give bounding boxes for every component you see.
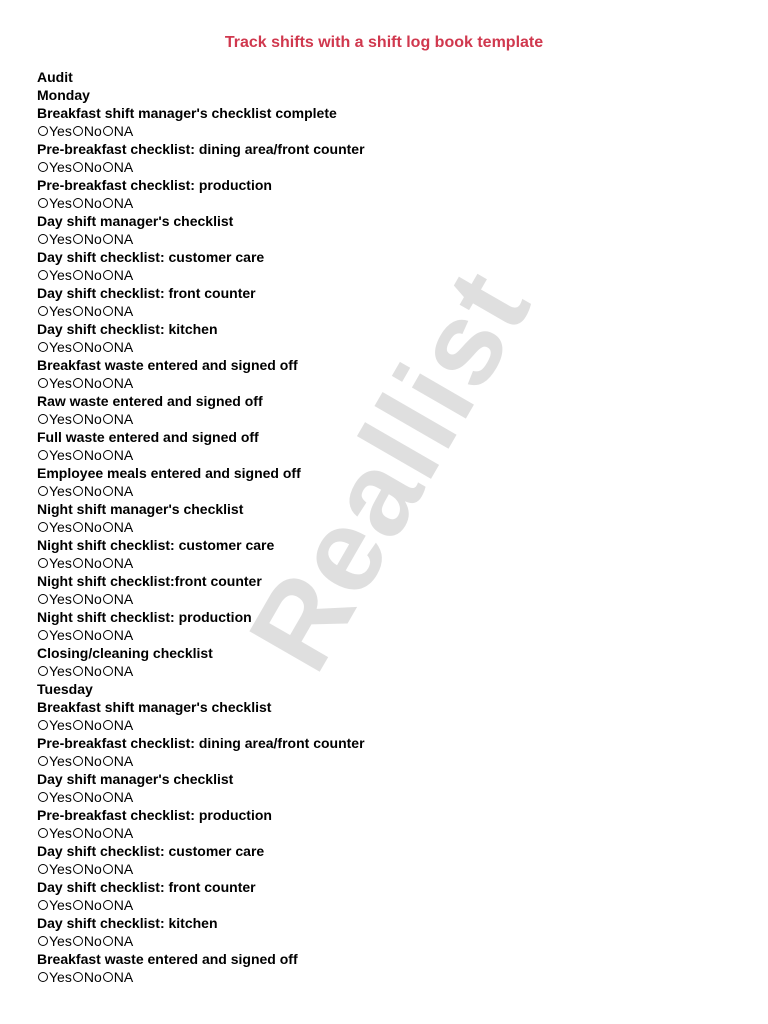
radio-option-na[interactable] xyxy=(102,788,133,806)
radio-group xyxy=(37,482,737,500)
radio-option-label: NA xyxy=(113,303,134,319)
radio-circle-icon[interactable] xyxy=(73,126,83,136)
radio-circle-icon[interactable] xyxy=(73,198,83,208)
radio-option-yes[interactable] xyxy=(37,932,72,950)
radio-option-label: No xyxy=(83,159,102,175)
radio-option-label: Yes xyxy=(49,519,72,535)
radio-option-no[interactable] xyxy=(72,230,102,248)
radio-group xyxy=(37,158,737,176)
section-heading: Monday xyxy=(37,87,90,103)
radio-circle-icon[interactable] xyxy=(103,594,113,604)
radio-option-label: Yes xyxy=(49,123,72,139)
radio-circle-icon[interactable] xyxy=(103,414,113,424)
radio-circle-icon[interactable] xyxy=(38,234,48,244)
radio-circle-icon[interactable] xyxy=(103,936,113,946)
radio-circle-icon[interactable] xyxy=(73,522,83,532)
radio-option-yes[interactable] xyxy=(37,446,72,464)
checklist-item-label: Breakfast shift manager's checklist xyxy=(37,699,272,715)
radio-option-na[interactable] xyxy=(102,896,133,914)
radio-option-label: No xyxy=(83,717,102,733)
radio-option-no[interactable] xyxy=(72,482,102,500)
radio-option-label: No xyxy=(83,483,102,499)
radio-group xyxy=(37,446,737,464)
radio-option-label: No xyxy=(83,447,102,463)
checklist-item-label: Pre-breakfast checklist: production xyxy=(37,807,272,823)
radio-group xyxy=(37,374,737,392)
radio-option-no[interactable] xyxy=(72,590,102,608)
radio-option-label: Yes xyxy=(49,411,72,427)
radio-option-na[interactable] xyxy=(102,230,133,248)
radio-circle-icon[interactable] xyxy=(103,306,113,316)
radio-group xyxy=(37,896,737,914)
radio-option-no[interactable] xyxy=(72,752,102,770)
radio-option-label: Yes xyxy=(49,897,72,913)
radio-option-yes[interactable] xyxy=(37,662,72,680)
radio-option-label: No xyxy=(83,123,102,139)
checklist-item-label: Breakfast waste entered and signed off xyxy=(37,357,298,373)
radio-circle-icon[interactable] xyxy=(73,234,83,244)
radio-option-label: NA xyxy=(113,627,134,643)
radio-option-no[interactable] xyxy=(72,824,102,842)
radio-option-yes[interactable] xyxy=(37,518,72,536)
radio-option-na[interactable] xyxy=(102,932,133,950)
radio-option-yes[interactable] xyxy=(37,752,72,770)
radio-group xyxy=(37,230,737,248)
radio-group xyxy=(37,194,737,212)
radio-circle-icon[interactable] xyxy=(38,270,48,280)
radio-group xyxy=(37,626,737,644)
radio-option-label: NA xyxy=(113,411,134,427)
radio-option-yes[interactable] xyxy=(37,482,72,500)
radio-option-na[interactable] xyxy=(102,158,133,176)
radio-option-label: Yes xyxy=(49,303,72,319)
section-heading: Audit xyxy=(37,69,73,85)
radio-circle-icon[interactable] xyxy=(73,666,83,676)
radio-option-no[interactable] xyxy=(72,716,102,734)
radio-group xyxy=(37,266,737,284)
checklist-item-label: Night shift checklist: customer care xyxy=(37,537,275,553)
radio-option-label: No xyxy=(83,303,102,319)
section-heading: Tuesday xyxy=(37,681,93,697)
checklist-item-label: Night shift checklist: production xyxy=(37,609,252,625)
radio-option-label: No xyxy=(83,753,102,769)
radio-group xyxy=(37,752,737,770)
radio-circle-icon[interactable] xyxy=(38,306,48,316)
radio-circle-icon[interactable] xyxy=(38,594,48,604)
radio-option-label: Yes xyxy=(49,969,72,985)
radio-option-yes[interactable] xyxy=(37,410,72,428)
radio-option-na[interactable] xyxy=(102,590,133,608)
radio-option-no[interactable] xyxy=(72,860,102,878)
radio-option-label: Yes xyxy=(49,375,72,391)
radio-option-yes[interactable] xyxy=(37,230,72,248)
radio-circle-icon[interactable] xyxy=(103,126,113,136)
radio-circle-icon[interactable] xyxy=(73,594,83,604)
checklist-item-label: Full waste entered and signed off xyxy=(37,429,259,445)
radio-circle-icon[interactable] xyxy=(73,972,83,982)
radio-circle-icon[interactable] xyxy=(103,234,113,244)
radio-circle-icon[interactable] xyxy=(38,558,48,568)
radio-circle-icon[interactable] xyxy=(73,270,83,280)
radio-circle-icon[interactable] xyxy=(73,306,83,316)
radio-option-na[interactable] xyxy=(102,194,133,212)
watermark: Reallist xyxy=(223,248,557,692)
checklist-item-label: Pre-breakfast checklist: dining area/front counter xyxy=(37,141,365,157)
radio-option-yes[interactable] xyxy=(37,374,72,392)
radio-option-label: NA xyxy=(113,519,134,535)
radio-option-label: NA xyxy=(113,123,134,139)
radio-circle-icon[interactable] xyxy=(73,900,83,910)
radio-group xyxy=(37,554,737,572)
radio-option-label: Yes xyxy=(49,555,72,571)
radio-group xyxy=(37,518,737,536)
radio-group xyxy=(37,932,737,950)
radio-option-no[interactable] xyxy=(72,554,102,572)
radio-option-label: No xyxy=(83,933,102,949)
radio-option-na[interactable] xyxy=(102,446,133,464)
radio-option-label: No xyxy=(83,555,102,571)
radio-option-yes[interactable] xyxy=(37,590,72,608)
radio-circle-icon[interactable] xyxy=(103,162,113,172)
checklist-item-label: Day shift checklist: customer care xyxy=(37,249,265,265)
radio-circle-icon[interactable] xyxy=(73,792,83,802)
radio-circle-icon[interactable] xyxy=(103,792,113,802)
radio-option-na[interactable] xyxy=(102,266,133,284)
radio-option-label: Yes xyxy=(49,159,72,175)
radio-group xyxy=(37,590,737,608)
radio-circle-icon[interactable] xyxy=(103,198,113,208)
radio-option-yes[interactable] xyxy=(37,158,72,176)
radio-option-yes[interactable] xyxy=(37,788,72,806)
radio-option-na[interactable] xyxy=(102,338,133,356)
checklist-item-label: Day shift checklist: kitchen xyxy=(37,321,218,337)
radio-option-yes[interactable] xyxy=(37,860,72,878)
radio-option-yes[interactable] xyxy=(37,338,72,356)
radio-option-label: Yes xyxy=(49,231,72,247)
radio-option-label: No xyxy=(83,825,102,841)
radio-option-label: NA xyxy=(113,933,134,949)
radio-option-yes[interactable] xyxy=(37,302,72,320)
radio-option-yes[interactable] xyxy=(37,968,72,986)
radio-option-label: No xyxy=(83,231,102,247)
radio-circle-icon[interactable] xyxy=(73,162,83,172)
radio-circle-icon[interactable] xyxy=(38,414,48,424)
radio-circle-icon[interactable] xyxy=(103,666,113,676)
checklist-item-label: Day shift checklist: front counter xyxy=(37,285,256,301)
radio-circle-icon[interactable] xyxy=(73,558,83,568)
radio-circle-icon[interactable] xyxy=(103,864,113,874)
radio-option-label: No xyxy=(83,195,102,211)
radio-circle-icon[interactable] xyxy=(38,378,48,388)
radio-option-label: Yes xyxy=(49,789,72,805)
radio-option-no[interactable] xyxy=(72,410,102,428)
radio-option-label: Yes xyxy=(49,753,72,769)
checklist-item-label: Day shift checklist: kitchen xyxy=(37,915,218,931)
radio-option-yes[interactable] xyxy=(37,716,72,734)
radio-option-no[interactable] xyxy=(72,446,102,464)
radio-option-label: No xyxy=(83,339,102,355)
radio-option-label: No xyxy=(83,375,102,391)
radio-option-label: Yes xyxy=(49,861,72,877)
radio-option-yes[interactable] xyxy=(37,896,72,914)
radio-option-no[interactable] xyxy=(72,338,102,356)
radio-group xyxy=(37,860,737,878)
radio-option-label: NA xyxy=(113,339,134,355)
radio-option-na[interactable] xyxy=(102,626,133,644)
radio-circle-icon[interactable] xyxy=(103,486,113,496)
radio-option-no[interactable] xyxy=(72,194,102,212)
radio-option-yes[interactable] xyxy=(37,626,72,644)
checklist-item-label: Pre-breakfast checklist: production xyxy=(37,177,272,193)
radio-circle-icon[interactable] xyxy=(73,864,83,874)
radio-option-yes[interactable] xyxy=(37,266,72,284)
radio-option-label: NA xyxy=(113,861,134,877)
radio-option-label: No xyxy=(83,591,102,607)
radio-circle-icon[interactable] xyxy=(103,972,113,982)
radio-option-yes[interactable] xyxy=(37,194,72,212)
radio-option-no[interactable] xyxy=(72,968,102,986)
radio-option-na[interactable] xyxy=(102,410,133,428)
radio-option-na[interactable] xyxy=(102,824,133,842)
radio-option-label: NA xyxy=(113,159,134,175)
checklist-item-label: Day shift manager's checklist xyxy=(37,771,234,787)
checklist-item-label: Night shift manager's checklist xyxy=(37,501,244,517)
radio-option-no[interactable] xyxy=(72,896,102,914)
radio-option-label: NA xyxy=(113,591,134,607)
radio-group xyxy=(37,968,737,986)
radio-option-label: Yes xyxy=(49,483,72,499)
radio-circle-icon[interactable] xyxy=(38,792,48,802)
radio-option-no[interactable] xyxy=(72,158,102,176)
radio-option-label: Yes xyxy=(49,267,72,283)
radio-circle-icon[interactable] xyxy=(73,630,83,640)
radio-option-label: No xyxy=(83,969,102,985)
checklist-item-label: Raw waste entered and signed off xyxy=(37,393,263,409)
radio-option-no[interactable] xyxy=(72,662,102,680)
radio-circle-icon[interactable] xyxy=(73,756,83,766)
radio-option-na[interactable] xyxy=(102,554,133,572)
radio-option-label: NA xyxy=(113,267,134,283)
radio-circle-icon[interactable] xyxy=(103,522,113,532)
radio-option-yes[interactable] xyxy=(37,824,72,842)
radio-circle-icon[interactable] xyxy=(38,486,48,496)
radio-circle-icon[interactable] xyxy=(73,486,83,496)
radio-circle-icon[interactable] xyxy=(73,828,83,838)
radio-option-na[interactable] xyxy=(102,860,133,878)
radio-circle-icon[interactable] xyxy=(103,450,113,460)
page-title: Track shifts with a shift log book template xyxy=(224,34,544,51)
radio-option-label: NA xyxy=(113,231,134,247)
radio-option-label: NA xyxy=(113,195,134,211)
checklist-item-label: Pre-breakfast checklist: dining area/front counter xyxy=(37,735,365,751)
radio-group xyxy=(37,302,737,320)
radio-option-label: No xyxy=(83,267,102,283)
radio-circle-icon[interactable] xyxy=(38,630,48,640)
radio-group xyxy=(37,824,737,842)
radio-option-label: NA xyxy=(113,969,134,985)
radio-option-na[interactable] xyxy=(102,968,133,986)
radio-option-label: Yes xyxy=(49,591,72,607)
radio-circle-icon[interactable] xyxy=(38,756,48,766)
radio-option-label: NA xyxy=(113,825,134,841)
radio-option-label: No xyxy=(83,411,102,427)
radio-option-na[interactable] xyxy=(102,122,133,140)
checklist-item-label: Closing/cleaning checklist xyxy=(37,645,213,661)
checklist-item-label: Employee meals entered and signed off xyxy=(37,465,301,481)
radio-option-na[interactable] xyxy=(102,302,133,320)
radio-option-label: NA xyxy=(113,375,134,391)
radio-option-na[interactable] xyxy=(102,662,133,680)
radio-circle-icon[interactable] xyxy=(103,720,113,730)
radio-circle-icon[interactable] xyxy=(38,864,48,874)
radio-option-no[interactable] xyxy=(72,932,102,950)
radio-option-no[interactable] xyxy=(72,518,102,536)
radio-circle-icon[interactable] xyxy=(73,450,83,460)
radio-circle-icon[interactable] xyxy=(38,972,48,982)
radio-circle-icon[interactable] xyxy=(103,828,113,838)
radio-option-label: NA xyxy=(113,447,134,463)
radio-circle-icon[interactable] xyxy=(103,342,113,352)
checklist-item-label: Breakfast shift manager's checklist complete xyxy=(37,105,337,121)
checklist-item-label: Night shift checklist:front counter xyxy=(37,573,262,589)
checklist-item-label: Day shift checklist: front counter xyxy=(37,879,256,895)
radio-option-label: No xyxy=(83,861,102,877)
radio-circle-icon[interactable] xyxy=(38,828,48,838)
radio-circle-icon[interactable] xyxy=(103,558,113,568)
radio-option-no[interactable] xyxy=(72,626,102,644)
radio-group xyxy=(37,662,737,680)
radio-option-label: Yes xyxy=(49,933,72,949)
radio-option-label: No xyxy=(83,663,102,679)
radio-option-no[interactable] xyxy=(72,374,102,392)
radio-option-label: NA xyxy=(113,789,134,805)
radio-option-yes[interactable] xyxy=(37,122,72,140)
radio-group xyxy=(37,788,737,806)
checklist-item-label: Day shift checklist: customer care xyxy=(37,843,265,859)
radio-circle-icon[interactable] xyxy=(38,900,48,910)
radio-circle-icon[interactable] xyxy=(73,378,83,388)
radio-option-no[interactable] xyxy=(72,266,102,284)
radio-circle-icon[interactable] xyxy=(38,450,48,460)
radio-option-label: Yes xyxy=(49,717,72,733)
radio-option-label: Yes xyxy=(49,627,72,643)
radio-option-na[interactable] xyxy=(102,752,133,770)
radio-circle-icon[interactable] xyxy=(38,666,48,676)
radio-option-no[interactable] xyxy=(72,122,102,140)
radio-circle-icon[interactable] xyxy=(73,414,83,424)
radio-circle-icon[interactable] xyxy=(73,720,83,730)
radio-option-label: No xyxy=(83,519,102,535)
radio-option-yes[interactable] xyxy=(37,554,72,572)
radio-option-label: Yes xyxy=(49,195,72,211)
checklist-item-label: Breakfast waste entered and signed off xyxy=(37,951,298,967)
radio-circle-icon[interactable] xyxy=(73,936,83,946)
radio-option-label: Yes xyxy=(49,447,72,463)
radio-option-label: Yes xyxy=(49,339,72,355)
radio-circle-icon[interactable] xyxy=(38,342,48,352)
radio-group xyxy=(37,338,737,356)
radio-option-label: NA xyxy=(113,483,134,499)
radio-option-label: Yes xyxy=(49,825,72,841)
radio-circle-icon[interactable] xyxy=(38,936,48,946)
radio-option-label: No xyxy=(83,789,102,805)
radio-option-label: No xyxy=(83,627,102,643)
radio-option-na[interactable] xyxy=(102,482,133,500)
radio-option-label: NA xyxy=(113,555,134,571)
radio-circle-icon[interactable] xyxy=(73,342,83,352)
radio-circle-icon[interactable] xyxy=(103,270,113,280)
radio-option-label: NA xyxy=(113,717,134,733)
radio-option-na[interactable] xyxy=(102,518,133,536)
radio-circle-icon[interactable] xyxy=(38,162,48,172)
radio-circle-icon[interactable] xyxy=(103,630,113,640)
radio-circle-icon[interactable] xyxy=(38,198,48,208)
radio-circle-icon[interactable] xyxy=(103,900,113,910)
radio-option-label: No xyxy=(83,897,102,913)
radio-option-na[interactable] xyxy=(102,716,133,734)
radio-circle-icon[interactable] xyxy=(38,522,48,532)
radio-group xyxy=(37,716,737,734)
radio-option-label: Yes xyxy=(49,663,72,679)
radio-option-label: NA xyxy=(113,753,134,769)
radio-option-no[interactable] xyxy=(72,788,102,806)
radio-option-no[interactable] xyxy=(72,302,102,320)
radio-circle-icon[interactable] xyxy=(38,126,48,136)
radio-option-label: NA xyxy=(113,897,134,913)
checklist-content xyxy=(37,68,737,986)
radio-group xyxy=(37,410,737,428)
radio-group xyxy=(37,122,737,140)
radio-circle-icon[interactable] xyxy=(103,378,113,388)
radio-circle-icon[interactable] xyxy=(38,720,48,730)
radio-option-label: NA xyxy=(113,663,134,679)
radio-option-na[interactable] xyxy=(102,374,133,392)
checklist-item-label: Day shift manager's checklist xyxy=(37,213,234,229)
radio-circle-icon[interactable] xyxy=(103,756,113,766)
